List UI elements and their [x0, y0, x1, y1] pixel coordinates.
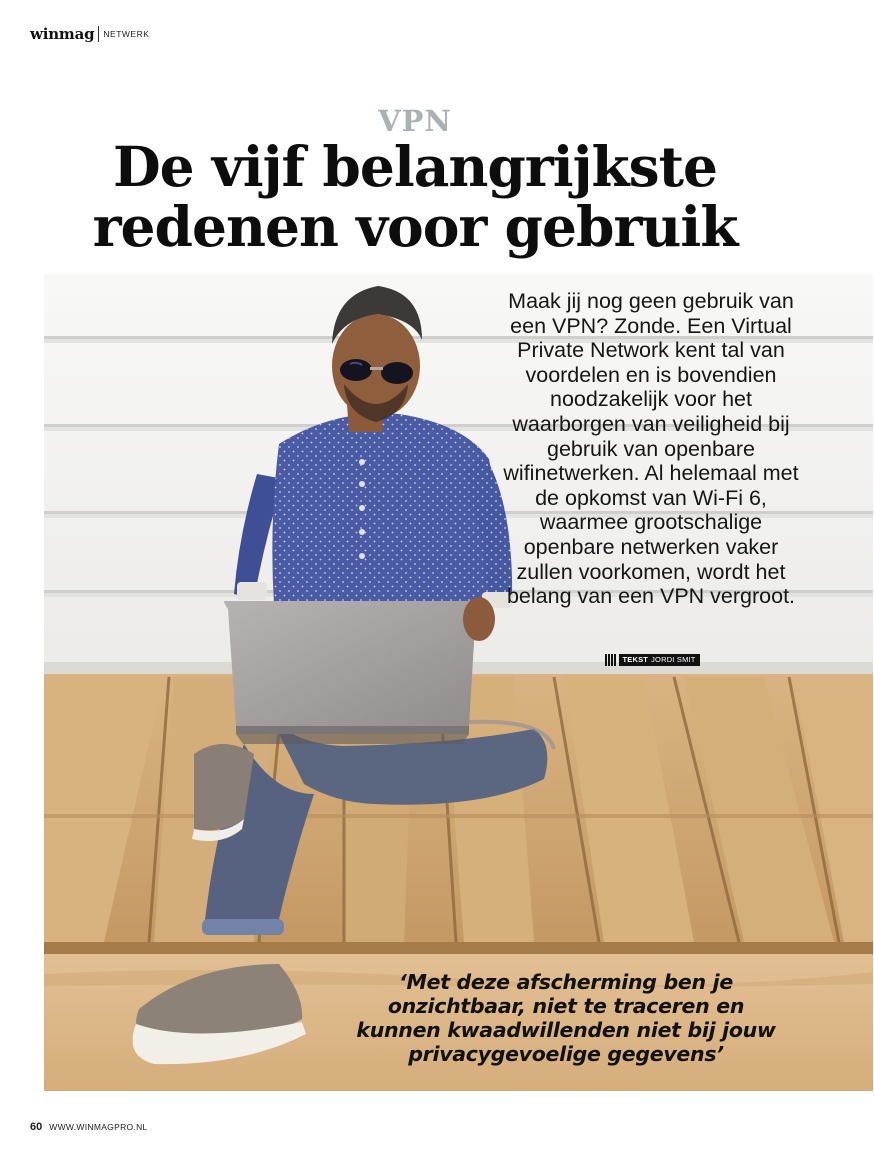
- pull-quote: ‘Met deze afscherming ben je onzichtbaar, niet te traceren en kunnen kwaadwillenden niet bij jouw privacygevoelige gegevens’: [356, 970, 776, 1066]
- brand-logo: winmag: [30, 25, 95, 43]
- credit-label: [619, 654, 700, 666]
- laptop: [224, 601, 478, 744]
- magazine-header: [30, 25, 149, 43]
- page-footer: [30, 1121, 148, 1133]
- footer-url: WWW.WINMAGPRO.NL: [49, 1122, 148, 1132]
- credit-role: TEKST: [622, 655, 649, 664]
- section-label: NETWERK: [103, 29, 150, 39]
- credit-bars-icon: [605, 654, 616, 666]
- hero-photo: [44, 274, 873, 1091]
- credit-name: JORDI SMIT: [651, 655, 696, 664]
- title-line-1: De vijf belangrijkste: [112, 134, 718, 199]
- article-title: [0, 134, 830, 259]
- author-credit: [605, 654, 700, 666]
- page-number: 60: [30, 1121, 43, 1133]
- title-line-2: redenen voor gebruik: [92, 194, 738, 259]
- article-intro: Maak jij nog geen gebruik van een VPN? Zonde. Een Virtual Private Network kent tal van voordelen en is bovendien noodzakelijk voor het waarborgen van veiligheid bij gebruik van openbare wifinetwerken. Al helemaal met de opkomst van Wi-Fi 6, waarmee grootschalige openbare netwerken vaker zullen voorkomen, wordt het belang van een VPN vergroot.: [503, 289, 799, 609]
- header-divider: [98, 26, 99, 42]
- article-kicker: VPN: [378, 104, 452, 138]
